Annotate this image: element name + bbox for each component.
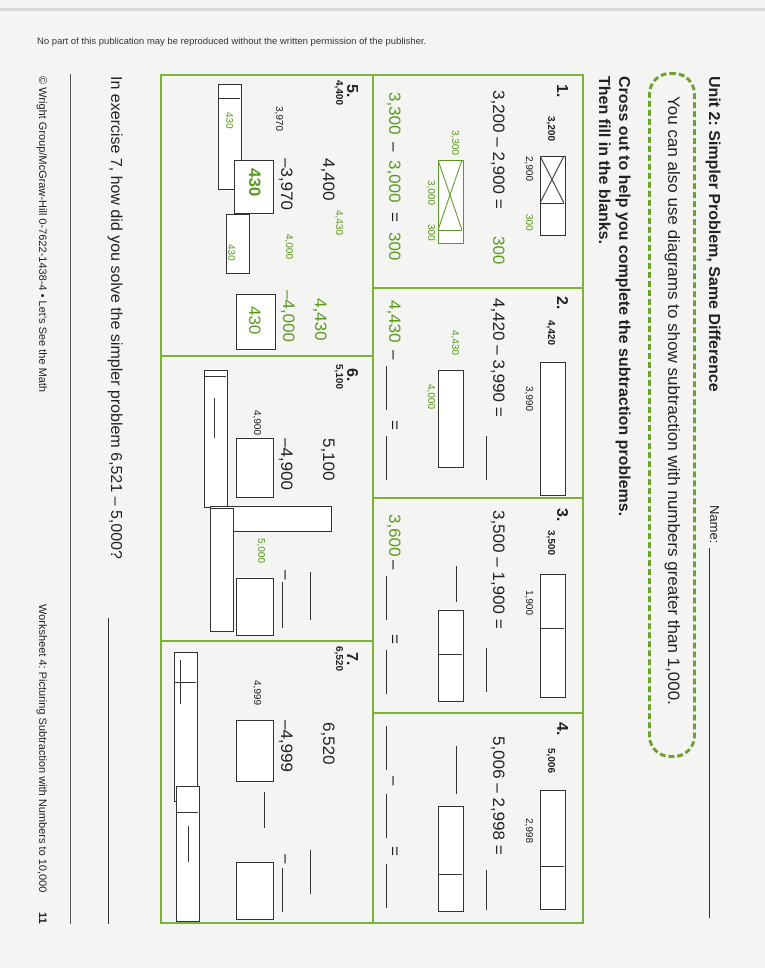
page-edge [0,8,765,11]
diagram-total: 4,400 [333,80,344,106]
diagram-part: 4,999 [251,680,262,706]
eq-answer: 300 [385,232,404,261]
grid-r-1 [372,287,584,289]
top-number: 6,520 [319,722,338,765]
bar-diagram-2b [210,508,234,632]
bar-diagram [540,362,566,496]
diagram-part: 4,900 [251,410,262,436]
answer-blank[interactable] [486,436,487,480]
diagram-part-note: 430 [223,112,234,129]
right-minus-blank[interactable] [282,868,283,912]
bar-divider [204,376,226,377]
bar-diagram-2 [438,610,464,702]
minus-number: –3,970 [277,158,296,210]
diagram-total: 5,100 [333,364,344,390]
minus-number: –4,900 [277,438,296,490]
eq-equals: = [385,846,404,856]
bar2-label-blank[interactable] [188,826,189,862]
diagram2-total: 4,430 [449,330,460,356]
right-minus: – [277,570,296,580]
eq-minus: – [385,350,404,360]
right-minus: –4,000 [279,290,298,342]
name-label: Name: [707,505,722,544]
bar-diagram [540,574,566,698]
right-top: 4,430 [311,298,330,341]
diagram-part: 2,998 [523,818,534,844]
grid-mid-vertical [372,74,374,924]
bar-divider [174,682,196,683]
eq-blank-answer[interactable] [386,650,387,694]
equation: 5,006 – 2,998 = [489,736,508,855]
bar-diagram [174,652,198,802]
eq-minus: – [385,776,404,786]
diagram2-part: 4,000 [425,384,436,410]
right-part: 5,000 [255,538,266,564]
page-number: 11 [36,912,48,924]
diagram-total: 4,420 [545,320,556,346]
minus-number: –4,999 [277,720,296,772]
bar-label-blank[interactable] [180,660,181,704]
bar2-label-blank[interactable] [456,566,457,602]
bar-divider [540,628,564,629]
eq-blank-b[interactable] [386,794,387,838]
diagram2-total: 3,300 [449,130,460,156]
right-answer-box[interactable] [236,862,274,920]
eq-a: 3,600 [385,514,404,557]
diagram2-part: 3,000 [425,180,436,206]
cross-out-mark [540,156,564,203]
right-part-note: 430 [225,244,236,261]
bar2-divider [438,230,462,231]
grid-r-3 [372,712,584,714]
eq-minus: – [385,142,404,152]
eq-equals: = [385,420,404,430]
diagram-total: 6,520 [333,646,344,672]
answer: 300 [489,236,508,265]
footer-left: © Wright Group/McGraw-Hill 0-7622-1438-4 • Let’s See the Math [36,76,48,393]
top-number: 4,400 [319,158,338,201]
eq-blank-answer[interactable] [386,864,387,908]
equation: 3,500 – 1,900 = [489,510,508,629]
callout-text: You can also use diagrams to show subtraction with numbers greater than 1,000. [664,96,683,705]
problem-number: 1. [553,84,570,98]
problem-number: 6. [343,368,360,382]
publisher-note: No part of this publication may be reproduced without the written permission of the publisher. [37,36,427,47]
right-minus-blank[interactable] [282,582,283,628]
answer-box[interactable] [236,720,274,782]
bar-divider [540,203,564,204]
right-part-blank[interactable] [264,792,265,828]
eq-equals: = [385,212,404,222]
eq-a: 4,430 [385,300,404,343]
bottom-answer-line[interactable] [108,618,109,924]
grid-l-2 [160,640,374,642]
diagram-note: 300 [523,214,534,231]
bottom-question: In exercise 7, how did you solve the simpler problem 6,521 – 5,000? [107,76,124,559]
problem-number: 3. [553,508,570,522]
right-part: 4,000 [283,234,294,260]
diagram-part: 2,900 [523,156,534,182]
problem-number: 5. [343,84,360,98]
equation: 4,420 – 3,990 = [489,298,508,417]
bar2-divider [438,654,462,655]
diagram-total: 5,006 [545,748,556,774]
unit-title: Unit 2: Simpler Problem, Same Difference [705,76,722,392]
instruction-line1: Cross out to help you complete the subtraction problems. [615,76,632,517]
eq-b: 3,000 [385,160,404,203]
grid-right [582,74,584,924]
problem-number: 7. [343,652,360,666]
diagram-total: 3,500 [545,530,556,556]
diagram-part: 1,900 [523,590,534,616]
eq-minus: – [385,560,404,570]
bar-diagram [204,370,228,508]
grid-l-1 [160,355,374,357]
grid-r-2 [372,497,584,499]
eq-blank-b[interactable] [386,366,387,410]
footer-right: Worksheet 4: Picturing Subtraction with Numbers to 10,000 [36,604,48,893]
eq-blank-a[interactable] [386,726,387,770]
eq-a: 3,300 [385,92,404,135]
instruction-line2: Then fill in the blanks. [595,76,612,245]
problem-number: 2. [553,296,570,310]
eq-blank-b[interactable] [386,576,387,620]
right-top-note: 4,430 [333,210,344,236]
right-top-blank[interactable] [310,850,311,894]
top-number: 5,100 [319,438,338,481]
bar-diagram-2 [438,370,464,468]
problem-number: 4. [553,722,570,736]
diagram-part: 3,990 [523,386,534,412]
bar-divider [218,98,240,99]
diagram2-note: 300 [425,224,436,241]
bar-label-blank[interactable] [214,398,215,438]
bar2-label-blank[interactable] [456,746,457,794]
equation: 3,200 – 2,900 = [489,90,508,209]
diagram-part: 3,970 [273,106,284,132]
bar-divider [540,866,564,867]
right-top-blank[interactable] [310,572,311,620]
right-minus: – [277,854,296,864]
bar-diagram-2 [438,806,464,912]
name-line [709,548,710,918]
answer: 430 [245,168,264,197]
bar-diagram [540,790,566,910]
bar2-divider [438,874,462,875]
eq-blank-answer[interactable] [386,436,387,480]
cross-out-mark-2 [438,160,462,230]
answer-box[interactable] [236,438,274,498]
answer-blank[interactable] [486,870,487,910]
right-answer: 430 [245,306,264,335]
grid-left [160,74,162,924]
footer-rule [70,74,71,924]
right-answer-box[interactable] [236,578,274,636]
eq-equals: = [385,634,404,644]
diagram-total: 3,200 [545,116,556,142]
answer-blank[interactable] [486,648,487,692]
bar2-divider [176,812,198,813]
